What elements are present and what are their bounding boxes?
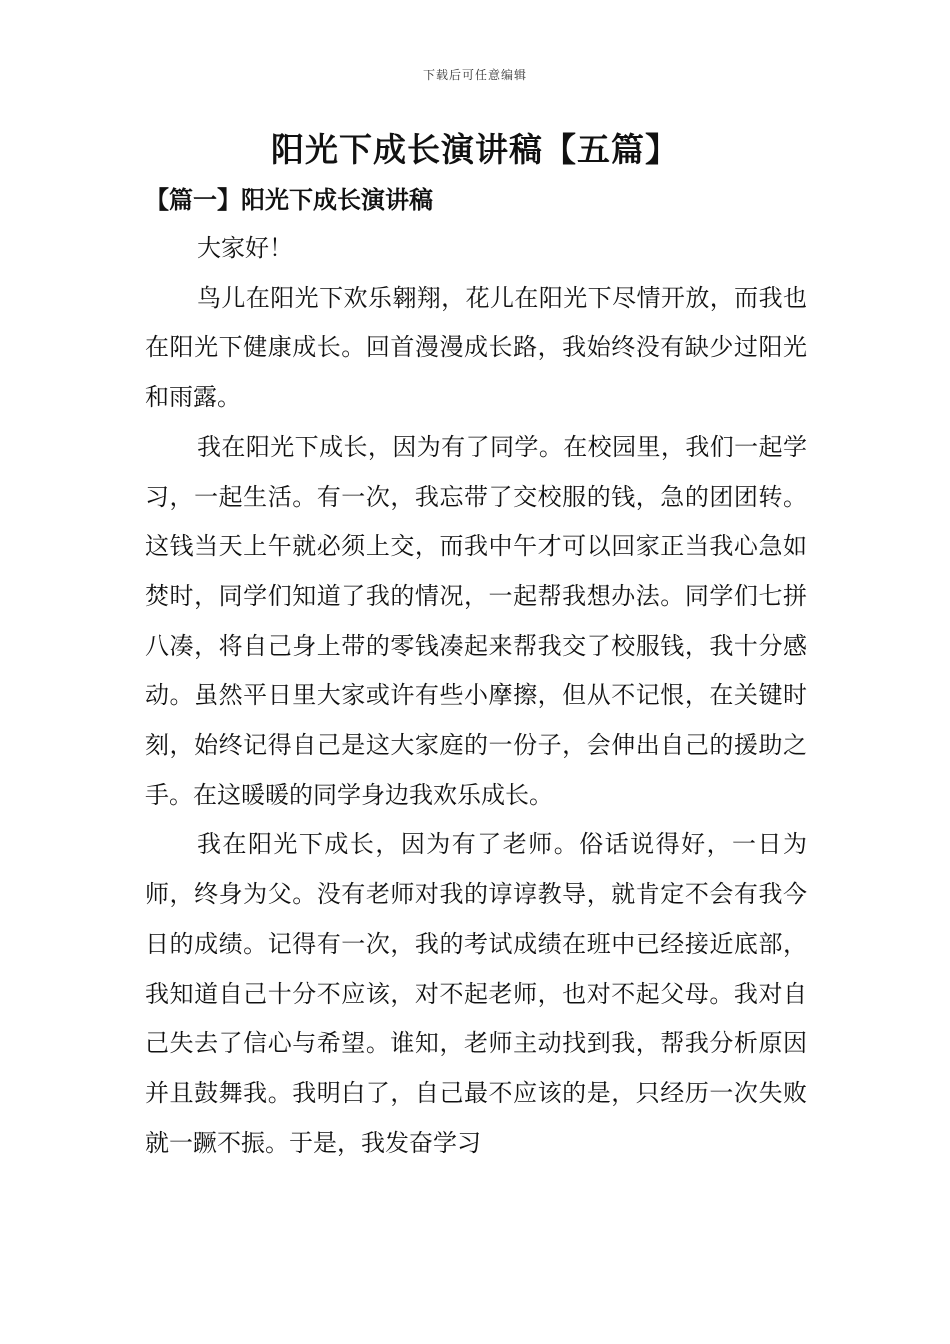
document-title: 阳光下成长演讲稿【五篇】 [271, 130, 679, 169]
header-note: 下载后可任意编辑 [422, 68, 527, 82]
body-text [145, 224, 807, 1168]
paragraph-teachers: 我在阳光下成长，因为有了老师。俗话说得好，一日为师，终身为父。没有老师对我的谆谆教导，就肯定不会有我今日的成绩。记得有一次，我的考试成绩在班中已经接近底部，我知道自己十分不应该，对不起老师，也对不起父母。我对自己失去了信心与希望。谁知，老师主动找到我，帮我分析原因并且鼓舞我。我明白了，自己最不应该的是，只经历一次失败就一蹶不振。于是，我发奋学习 [145, 830, 807, 1157]
section-heading: 【篇一】阳光下成长演讲稿 [145, 185, 433, 214]
paragraph-classmates: 我在阳光下成长，因为有了同学。在校园里，我们一起学习，一起生活。有一次，我忘带了交校服的钱，急的团团转。这钱当天上午就必须上交，而我中午才可以回家正当我心急如焚时，同学们知道了我的情况，一起帮我想办法。同学们七拼八凑，将自己身上带的零钱凑起来帮我交了校服钱，我十分感动。虽然平日里大家或许有些小摩擦，但从不记恨，在关键时刻，始终记得自己是这大家庭的一份子，会伸出自己的援助之手。在这暖暖的同学身边我欢乐成长。 [145, 432, 807, 809]
paragraph-intro: 鸟儿在阳光下欢乐翱翔，花儿在阳光下尽情开放，而我也在阳光下健康成长。回首漫漫成长路，我始终没有缺少过阳光和雨露。 [145, 283, 807, 412]
paragraph-greeting: 大家好！ [197, 234, 293, 262]
